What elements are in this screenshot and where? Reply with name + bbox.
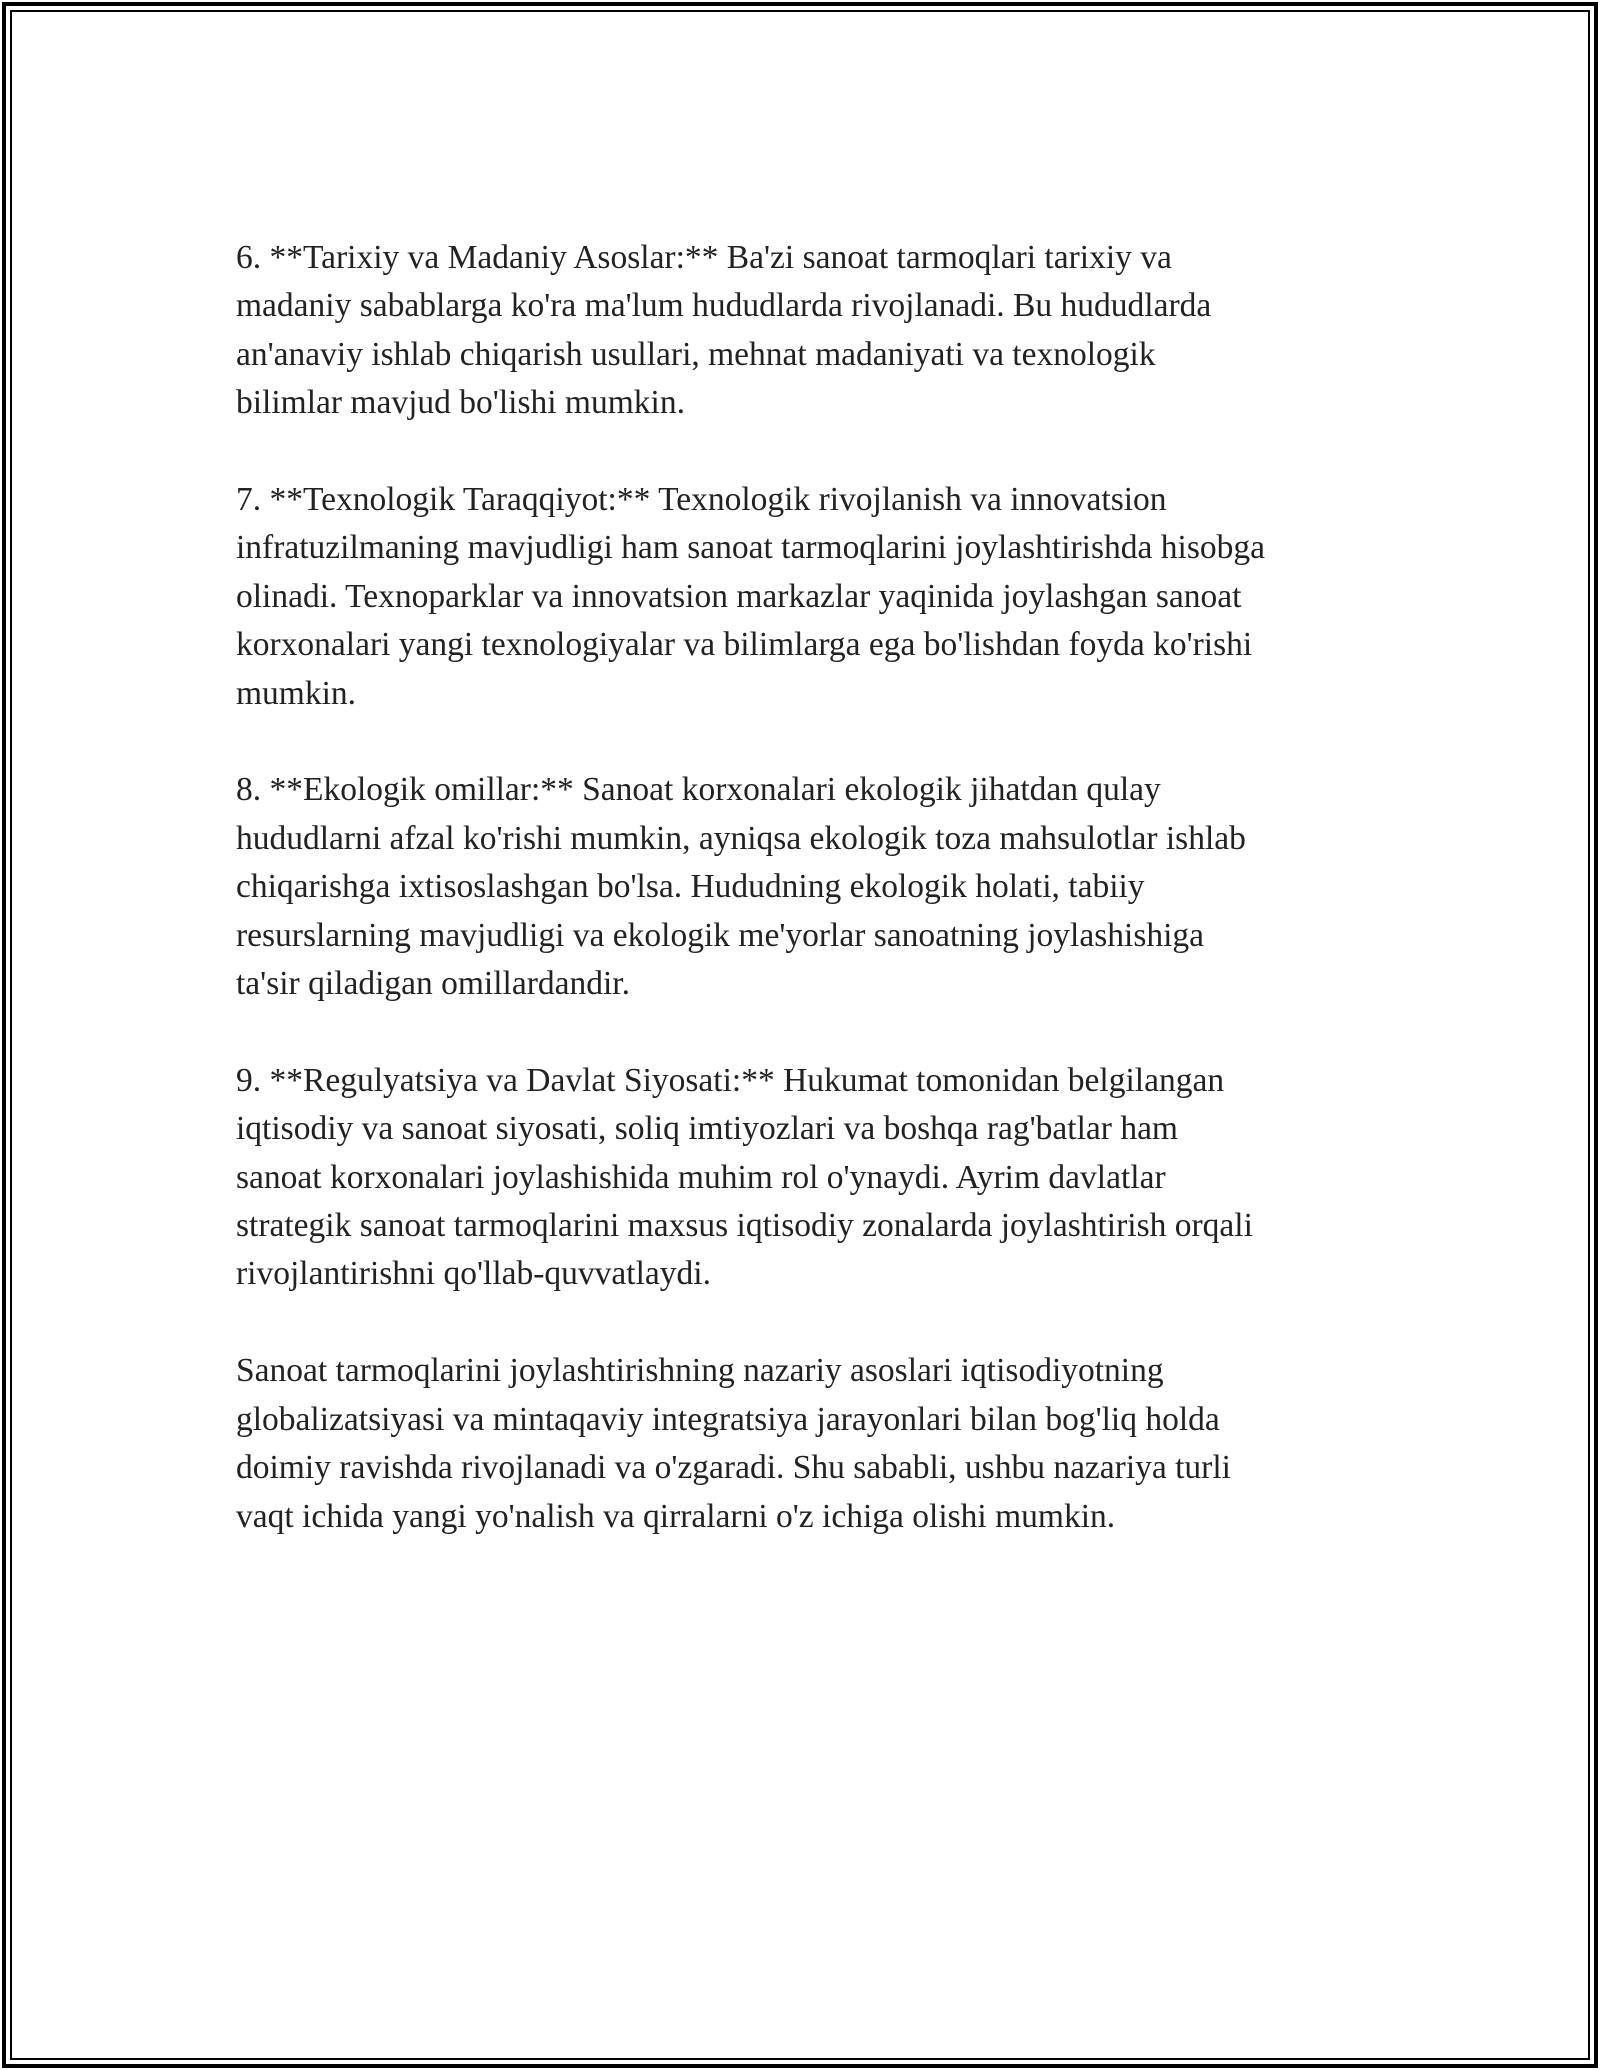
text-line: 7. **Texnologik Taraqqiyot:** Texnologik rivojlanish va innovatsion	[236, 481, 1167, 519]
text-line: mumkin.	[236, 674, 357, 712]
text-line: chiqarishga ixtisoslashgan bo'lsa. Hududning ekologik holati, tabiiy	[236, 868, 1145, 906]
paragraph-technological-progress	[236, 476, 1386, 718]
paragraph-ecological-factors	[236, 766, 1386, 1008]
text-line: hududlarni afzal ko'rishi mumkin, ayniqsa ekologik toza mahsulotlar ishlab	[236, 819, 1246, 857]
text-line: an'anaviy ishlab chiqarish usullari, mehnat madaniyati va texnologik	[236, 335, 1156, 373]
text-line: infratuzilmaning mavjudligi ham sanoat tarmoqlarini joylashtirishda hisobga	[236, 529, 1265, 567]
paragraph-conclusion	[236, 1347, 1386, 1541]
text-line: rivojlantirishni qo'llab-quvvatlaydi.	[236, 1255, 711, 1293]
text-line: madaniy sabablarga ko'ra ma'lum hududlarda rivojlanadi. Bu hududlarda	[236, 287, 1212, 325]
text-line: Sanoat tarmoqlarini joylashtirishning nazariy asoslari iqtisodiyotning	[236, 1352, 1164, 1390]
text-line: olinadi. Texnoparklar va innovatsion markazlar yaqinida joylashgan sanoat	[236, 577, 1242, 615]
text-line: korxonalari yangi texnologiyalar va bilimlarga ega bo'lishdan foyda ko'rishi	[236, 626, 1253, 664]
text-line: strategik sanoat tarmoqlarini maxsus iqtisodiy zonalarda joylashtirish orqali	[236, 1207, 1253, 1245]
paragraph-historical-cultural	[236, 234, 1386, 428]
text-line: ta'sir qiladigan omillardandir.	[236, 965, 630, 1003]
text-line: 8. **Ekologik omillar:** Sanoat korxonalari ekologik jihatdan qulay	[236, 771, 1161, 809]
text-line: doimiy ravishda rivojlanadi va o'zgaradi. Shu sababli, ushbu nazariya turli	[236, 1449, 1231, 1487]
paragraph-regulation-policy	[236, 1057, 1386, 1299]
text-line: sanoat korxonalari joylashishida muhim rol o'ynaydi. Ayrim davlatlar	[236, 1158, 1166, 1196]
text-line: vaqt ichida yangi yo'nalish va qirralarni o'z ichiga olishi mumkin.	[236, 1497, 1116, 1535]
text-line: bilimlar mavjud bo'lishi mumkin.	[236, 384, 685, 422]
text-line: globalizatsiyasi va mintaqaviy integratsiya jarayonlari bilan bog'liq holda	[236, 1400, 1220, 1438]
document-body	[236, 234, 1386, 1589]
text-line: 9. **Regulyatsiya va Davlat Siyosati:** Hukumat tomonidan belgilangan	[236, 1061, 1225, 1099]
text-line: resurslarning mavjudligi va ekologik me'yorlar sanoatning joylashishiga	[236, 916, 1205, 954]
text-line: 6. **Tarixiy va Madaniy Asoslar:** Ba'zi sanoat tarmoqlari tarixiy va	[236, 239, 1172, 276]
text-line: iqtisodiy va sanoat siyosati, soliq imtiyozlari va boshqa rag'batlar ham	[236, 1110, 1178, 1148]
